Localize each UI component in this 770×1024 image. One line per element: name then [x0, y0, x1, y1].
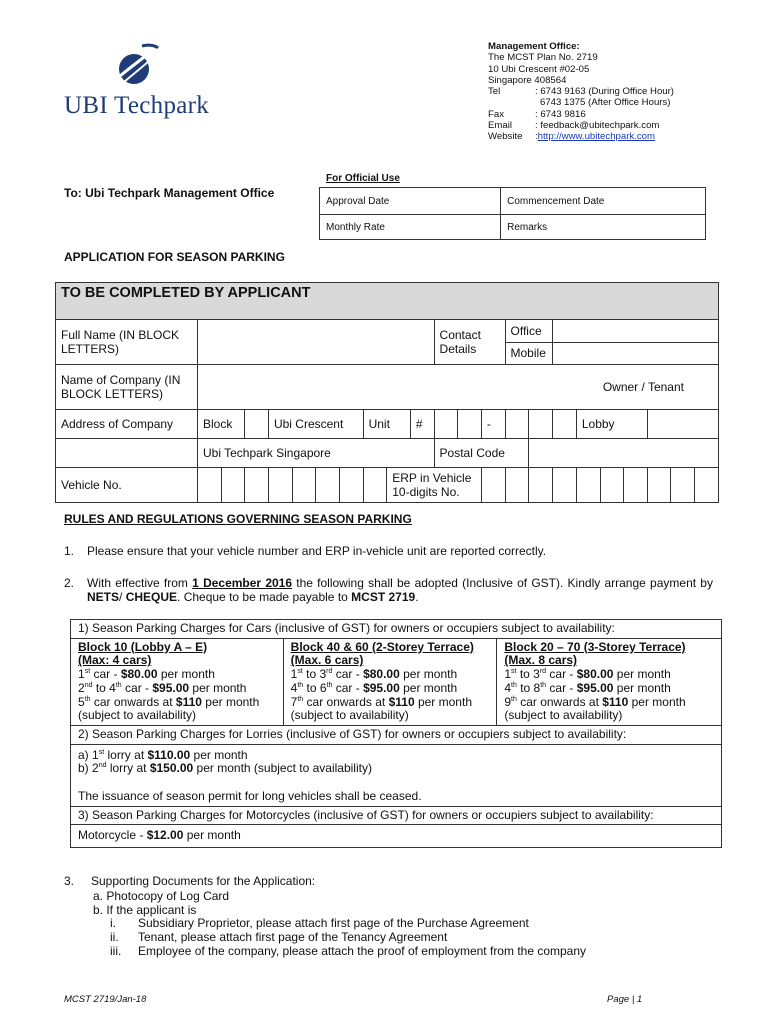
charge-line	[504, 696, 714, 710]
charge-text: to 3	[516, 667, 540, 682]
ordinal-suffix: th	[326, 681, 333, 689]
motorcycle-charges-title: 3) Season Parking Charges for Motorcycles (inclusive of GST) for owners or occupiers subject to availability:	[71, 806, 722, 825]
rule-2-part: . Cheque to be made payable to	[177, 590, 352, 604]
office-line: The MCST Plan No. 2719	[488, 52, 598, 64]
charge-price: $95.00	[152, 680, 190, 695]
rule-2-date: 1 December 2016	[192, 576, 293, 590]
erp-box[interactable]	[647, 468, 671, 503]
ordinal-suffix: th	[297, 681, 304, 689]
ubi-crescent-label: Ubi Crescent	[268, 410, 363, 439]
fax-value: : 6743 9816	[535, 108, 586, 120]
official-use-title: For Official Use	[326, 173, 400, 184]
ordinal-suffix: st	[84, 668, 91, 676]
mobile-phone-field[interactable]	[553, 342, 719, 365]
lorry-text: a) 1	[78, 747, 99, 762]
company-name-field[interactable]	[197, 365, 718, 410]
tel-label: Tel	[488, 86, 501, 98]
rule-2-part: .	[415, 590, 419, 604]
ordinal-suffix: th	[84, 695, 91, 703]
lobby-field[interactable]	[647, 410, 718, 439]
block-field[interactable]	[245, 410, 269, 439]
moto-text: per month	[183, 828, 241, 843]
applicant-header: TO BE COMPLETED BY APPLICANT	[56, 283, 719, 320]
rule-1-text: Please ensure that your vehicle number and ERP in-vehicle unit are reported correctly.	[87, 544, 547, 558]
charge-text: per month	[399, 667, 458, 682]
ordinal-suffix: rd	[539, 668, 547, 676]
dash-label: -	[481, 410, 505, 439]
vehicle-box[interactable]	[197, 468, 221, 503]
supporting-a: a. Photocopy of Log Card	[93, 889, 230, 903]
block-max: (Max: 4 cars)	[78, 653, 152, 668]
ubi-logo-icon	[112, 42, 162, 92]
ordinal-number: 4	[504, 680, 512, 695]
official-use-table	[319, 187, 706, 240]
erp-box[interactable]	[505, 468, 529, 503]
vehicle-box[interactable]	[268, 468, 292, 503]
website-sep: :	[535, 131, 538, 143]
erp-box[interactable]	[671, 468, 695, 503]
remarks-label: Remarks	[501, 215, 706, 240]
logo-text: UBI Techpark	[64, 92, 210, 119]
vehicle-box[interactable]	[316, 468, 340, 503]
moto-price: $12.00	[146, 828, 184, 843]
charge-text: per month	[613, 680, 671, 695]
supporting-iii: Employee of the company, please attach the proof of employment from the company	[138, 944, 587, 958]
rule-2-cheque: CHEQUE	[125, 590, 178, 604]
charge-text: per month	[201, 694, 260, 709]
lobby-label: Lobby	[576, 410, 647, 439]
charge-line	[291, 696, 490, 710]
rule-2-part: /	[119, 590, 126, 604]
lorry-price: $110.00	[147, 747, 191, 762]
management-office-info	[488, 41, 674, 143]
unit-box[interactable]	[529, 410, 553, 439]
application-title: APPLICATION FOR SEASON PARKING	[64, 250, 285, 264]
charge-text: per month	[399, 680, 458, 695]
vehicle-box[interactable]	[245, 468, 269, 503]
unit-box[interactable]	[553, 410, 577, 439]
erp-box[interactable]	[481, 468, 505, 503]
supporting-ii: Tenant, please attach first page of the Tenancy Agreement	[138, 930, 448, 944]
availability-note: (subject to availability)	[504, 708, 623, 723]
rules-title: RULES AND REGULATIONS GOVERNING SEASON PARKING	[64, 512, 412, 526]
ordinal-suffix: st	[511, 668, 517, 676]
supporting-b: b. If the applicant is	[93, 903, 197, 917]
charge-line	[78, 668, 276, 682]
tel-value: : 6743 9163 (During Office Hour)	[535, 86, 675, 98]
charge-text: per month	[613, 667, 671, 682]
lorry-text: lorry at	[106, 761, 150, 776]
rule-2-number: 2.	[64, 576, 75, 590]
postal-code-label: Postal Code	[434, 439, 529, 468]
ordinal-suffix: th	[540, 681, 547, 689]
company-address-label: Address of Company	[56, 410, 198, 439]
ordinal-suffix: nd	[84, 681, 93, 689]
erp-box[interactable]	[624, 468, 648, 503]
supporting-i: Subsidiary Proprietor, please attach first page of the Purchase Agreement	[138, 916, 529, 930]
charge-text: to 8	[516, 680, 541, 695]
approval-date-label: Approval Date	[320, 188, 501, 215]
charge-text: car onwards at	[303, 694, 389, 709]
office-line: Singapore 408564	[488, 74, 567, 86]
vehicle-box[interactable]	[221, 468, 245, 503]
unit-box[interactable]	[434, 410, 458, 439]
lorry-price: $150.00	[149, 761, 194, 776]
block-max: (Max. 8 cars)	[504, 653, 578, 668]
lorry-line	[78, 749, 714, 763]
charge-text: car -	[121, 680, 153, 695]
rule-2-text	[87, 576, 713, 604]
charge-line	[291, 668, 490, 682]
charge-line	[78, 682, 276, 696]
mobile-label: Mobile	[505, 342, 553, 365]
website-label: Website	[488, 131, 523, 143]
block-40-60-charges	[283, 638, 497, 725]
ordinal-number: 2	[78, 680, 85, 695]
contact-details-label: Contact Details	[434, 320, 505, 365]
to-line: To: Ubi Techpark Management Office	[64, 186, 275, 200]
erp-box[interactable]	[576, 468, 600, 503]
office-heading: Management Office:	[488, 41, 580, 52]
charge-text: per month	[157, 667, 215, 682]
owner-tenant-label: Owner / Tenant	[602, 380, 684, 394]
charge-price: $95.00	[576, 680, 614, 695]
unit-box[interactable]	[505, 410, 529, 439]
ordinal-number: 1	[290, 667, 298, 682]
company-name-label: Name of Company (IN BLOCK LETTERS)	[56, 365, 198, 410]
charge-line	[291, 682, 490, 696]
block-20-70-charges	[497, 638, 722, 725]
full-name-field[interactable]	[197, 320, 434, 365]
commencement-date-label: Commencement Date	[501, 188, 706, 215]
charge-text: per month	[414, 694, 472, 709]
charge-price: $110	[602, 694, 629, 709]
charge-text: to 6	[303, 680, 327, 695]
charge-text: car -	[546, 680, 577, 695]
full-name-label: Full Name (IN BLOCK LETTERS)	[56, 320, 198, 365]
applicant-form	[55, 282, 719, 503]
charge-text: per month	[628, 694, 686, 709]
unit-box[interactable]	[458, 410, 482, 439]
cars-charges-title: 1) Season Parking Charges for Cars (inclusive of GST) for owners or occupiers subject to availability:	[71, 620, 722, 639]
charge-price: $80.00	[363, 667, 400, 682]
charge-price: $80.00	[120, 667, 158, 682]
tel-value-2: 6743 1375 (After Office Hours)	[540, 97, 671, 109]
long-vehicle-note: The issuance of season permit for long vehicles shall be ceased.	[78, 789, 422, 804]
vehicle-no-label: Vehicle No.	[56, 468, 198, 503]
charge-text: car -	[90, 667, 121, 682]
charge-price: $110	[175, 694, 202, 709]
rule-1-number: 1.	[64, 544, 75, 558]
charge-text: to 4	[92, 680, 116, 695]
ordinal-suffix: th	[511, 681, 517, 689]
hash-label: #	[410, 410, 434, 439]
charge-line	[504, 682, 714, 696]
vehicle-box[interactable]	[339, 468, 363, 503]
moto-text: Motorcycle -	[78, 828, 147, 843]
lorries-charges	[71, 744, 722, 806]
lorry-text: lorry at	[104, 747, 148, 762]
charge-text: car onwards at	[90, 694, 176, 709]
block-max: (Max. 6 cars)	[290, 653, 364, 668]
charge-text: car onwards at	[516, 694, 603, 709]
lorry-text: per month	[190, 747, 248, 762]
charge-text: to 3	[302, 667, 327, 682]
erp-box[interactable]	[553, 468, 577, 503]
ordinal-suffix: st	[98, 748, 105, 756]
availability-note: (subject to availability)	[290, 708, 409, 723]
lorries-charges-title: 2) Season Parking Charges for Lorries (inclusive of GST) for owners or occupiers subject to availability:	[71, 725, 722, 744]
footer-page-number: Page | 1	[607, 994, 643, 1005]
vehicle-box[interactable]	[292, 468, 316, 503]
erp-box[interactable]	[695, 468, 719, 503]
ordinal-suffix: th	[511, 695, 517, 703]
rule-2-part: the following shall be adopted (Inclusive of GST). Kindly arrange payment by	[292, 576, 713, 590]
charge-price: $110	[388, 694, 415, 709]
unit-label: Unit	[363, 410, 410, 439]
lorry-text: per month (subject to availability)	[193, 761, 372, 776]
block-title: Block 10 (Lobby A – E)	[78, 639, 208, 654]
supporting-iii-num: iii.	[110, 944, 122, 958]
email-value: : feedback@ubitechpark.com	[535, 120, 660, 132]
office-phone-field[interactable]	[553, 320, 719, 343]
block-title: Block 40 & 60 (2-Storey Terrace)	[290, 639, 474, 654]
ordinal-number: 7	[290, 694, 298, 709]
ordinal-number: 9	[504, 694, 512, 709]
lorry-text: b) 2	[78, 761, 99, 776]
ordinal-suffix: st	[297, 668, 303, 676]
supporting-ii-num: ii.	[110, 930, 119, 944]
office-line: 10 Ubi Crescent #02-05	[488, 63, 590, 75]
availability-note: (subject to availability)	[78, 708, 197, 723]
ordinal-number: 1	[78, 667, 85, 682]
charge-text: per month	[189, 680, 247, 695]
lorry-line	[78, 762, 714, 776]
ordinal-suffix: th	[115, 681, 122, 689]
postal-code-field[interactable]	[529, 439, 719, 468]
rule-2-nets: NETS	[87, 590, 120, 604]
charge-text: car -	[546, 667, 577, 682]
ordinal-number: 4	[290, 680, 298, 695]
ubi-techpark-singapore: Ubi Techpark Singapore	[197, 439, 434, 468]
block-label: Block	[197, 410, 244, 439]
rule-3-number: 3.	[64, 874, 75, 888]
charge-text: car -	[332, 680, 364, 695]
erp-label: ERP in Vehicle 10-digits No.	[387, 468, 482, 503]
rule-2-mcst: MCST 2719	[351, 590, 416, 604]
supporting-i-num: i.	[110, 916, 116, 930]
charge-text: car -	[332, 667, 364, 682]
charges-table	[70, 619, 722, 848]
email-label: Email	[488, 120, 512, 132]
ordinal-suffix: th	[297, 695, 304, 703]
fax-label: Fax	[488, 108, 504, 120]
ordinal-suffix: rd	[326, 668, 333, 676]
ordinal-number: 1	[504, 667, 512, 682]
rule-2-part: With effective from	[87, 576, 193, 590]
motorcycle-charges	[71, 825, 722, 848]
charge-line	[504, 668, 714, 682]
block-10-charges	[71, 638, 284, 725]
erp-box[interactable]	[529, 468, 553, 503]
ordinal-number: 5	[78, 694, 85, 709]
charge-price: $95.00	[363, 680, 400, 695]
ordinal-suffix: nd	[98, 762, 107, 770]
website-link[interactable]: http://www.ubitechpark.com	[537, 131, 655, 143]
monthly-rate-label: Monthly Rate	[320, 215, 501, 240]
vehicle-box[interactable]	[363, 468, 387, 503]
supporting-title: Supporting Documents for the Application:	[91, 874, 316, 888]
charge-price: $80.00	[576, 667, 614, 682]
footer-doc-ref: MCST 2719/Jan-18	[64, 994, 147, 1005]
block-title: Block 20 – 70 (3-Storey Terrace)	[504, 639, 686, 654]
charge-line	[78, 696, 276, 710]
erp-box[interactable]	[600, 468, 624, 503]
office-label: Office	[505, 320, 553, 343]
